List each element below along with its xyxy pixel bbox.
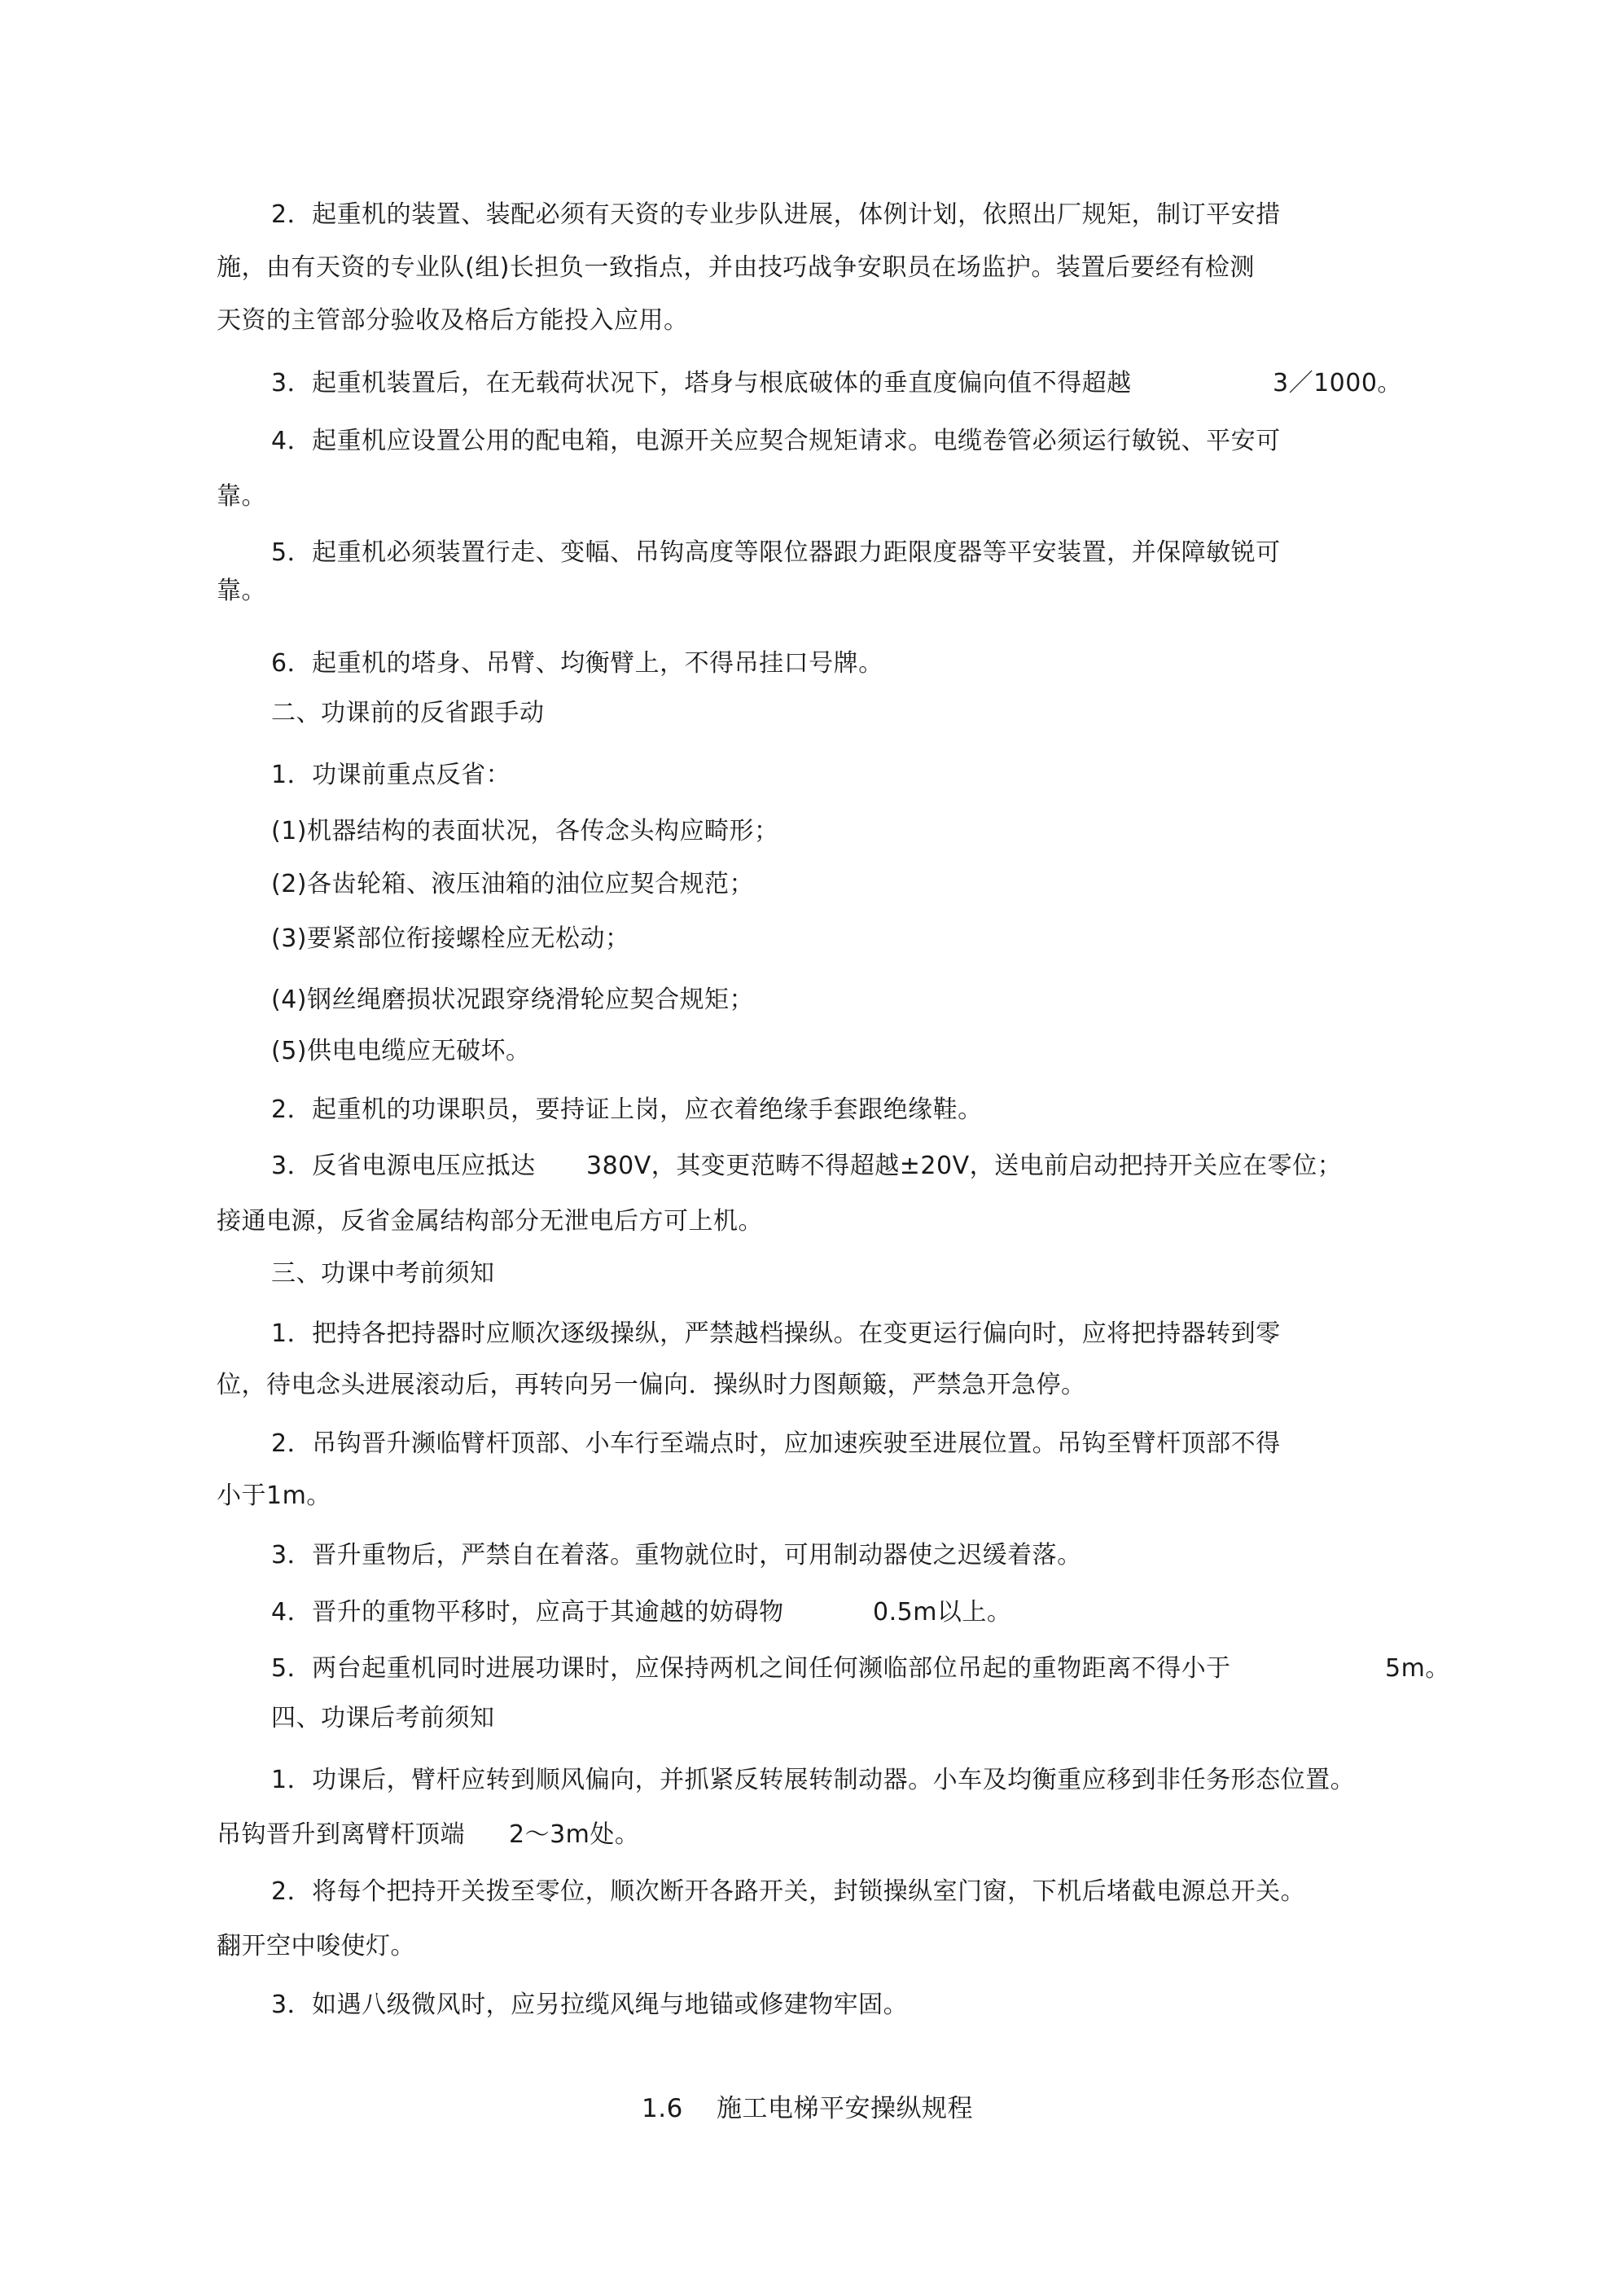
section-heading: 三、功课中考前须知 [271,1259,495,1288]
paragraph-line: 2．起重机的功课职员，要持证上岗，应衣着绝缘手套跟绝缘鞋。 [271,1095,983,1124]
paragraph-line: 1．功课前重点反省： [271,761,511,789]
list-item: (5)供电电缆应无破坏。 [271,1037,531,1065]
paragraph-line: 2．将每个把持开关拨至零位，顺次断开各路开关，封锁操纵室门窗，下机后堵截电源总开关。 [271,1877,1306,1906]
paragraph-line: 380V，其变更范畴不得超越±20V，送电前启动把持开关应在零位； [586,1152,1343,1180]
paragraph-line: 3．反省电源电压应抵达 [271,1152,536,1180]
paragraph-line: 3．起重机装置后，在无载荷状况下，塔身与根底破体的垂直度偏向值不得超越 [271,369,1132,397]
list-item: (2)各齿轮箱、液压油箱的油位应契合规范； [271,870,754,898]
paragraph-line: 4．晋升的重物平移时，应高于其逾越的妨碍物 [271,1598,784,1627]
paragraph-line: 1．功课后，臂杆应转到顺风偏向，并抓紧反转展转制动器。小车及均衡重应移到非任务形态位置。 [271,1766,1356,1794]
section-heading: 二、功课前的反省跟手动 [271,699,545,727]
paragraph-line: 吊钩晋升到离臂杆顶端 [217,1820,465,1849]
list-item: (1)机器结构的表面状况，各传念头构应畸形； [271,817,779,845]
paragraph-line: 3／1000。 [1273,369,1402,397]
paragraph-line: 靠。 [217,577,266,605]
paragraph-line: 翻开空中唆使灯。 [217,1932,415,1960]
paragraph-line: 2．吊钩晋升濒临臂杆顶部、小车行至端点时，应加速疾驶至进展位置。吊钩至臂杆顶部不得 [271,1429,1281,1458]
list-item: (3)要紧部位衔接螺栓应无松动； [271,924,630,953]
paragraph-line: 1．把持各把持器时应顺次逐级操纵，严禁越档操纵。在变更运行偏向时，应将把持器转到零 [271,1319,1281,1348]
paragraph-line: 2．起重机的装置、装配必须有天资的专业步队进展，体例计划，依照出厂规矩，制订平安措 [271,200,1281,229]
section-title: 施工电梯平安操纵规程 [717,2094,973,2123]
paragraph-line: 3．如遇八级微风时，应另拉缆风绳与地锚或修建物牢固。 [271,1991,909,2019]
paragraph-line: 施，由有天资的专业队(组)长担负一致指点，并由技巧战争安职员在场监护。装置后要经有检测 [217,253,1255,282]
section-number: 1.6 [642,2094,683,2123]
paragraph-line: 接通电源，反省金属结构部分无泄电后方可上机。 [217,1207,763,1236]
paragraph-line: 靠。 [217,482,266,511]
paragraph-line: 5m。 [1385,1654,1450,1683]
paragraph-line: 小于1m。 [217,1482,331,1510]
list-item: (4)钢丝绳磨损状况跟穿绕滑轮应契合规矩； [271,986,754,1014]
paragraph-line: 天资的主管部分验收及格后方能投入应用。 [217,306,689,335]
paragraph-line: 2～3m处。 [509,1820,640,1849]
section-heading: 四、功课后考前须知 [271,1704,495,1732]
paragraph-line: 4．起重机应设置公用的配电箱，电源开关应契合规矩请求。电缆卷管必须运行敏锐、平安可 [271,427,1281,455]
paragraph-line: 5．两台起重机同时进展功课时，应保持两机之间任何濒临部位吊起的重物距离不得小于 [271,1654,1231,1683]
paragraph-line: 6．起重机的塔身、吊臂、均衡臂上，不得吊挂口号牌。 [271,649,883,678]
paragraph-line: 3．晋升重物后，严禁自在着落。重物就位时，可用制动器使之迟缓着落。 [271,1541,1082,1569]
paragraph-line: 0.5m以上。 [873,1598,1012,1627]
paragraph-line: 位，待电念头进展滚动后，再转向另一偏向．操纵时力图颠簸，严禁急开急停。 [217,1371,1086,1399]
paragraph-line: 5．起重机必须装置行走、变幅、吊钩高度等限位器跟力距限度器等平安装置，并保障敏锐可 [271,538,1281,567]
